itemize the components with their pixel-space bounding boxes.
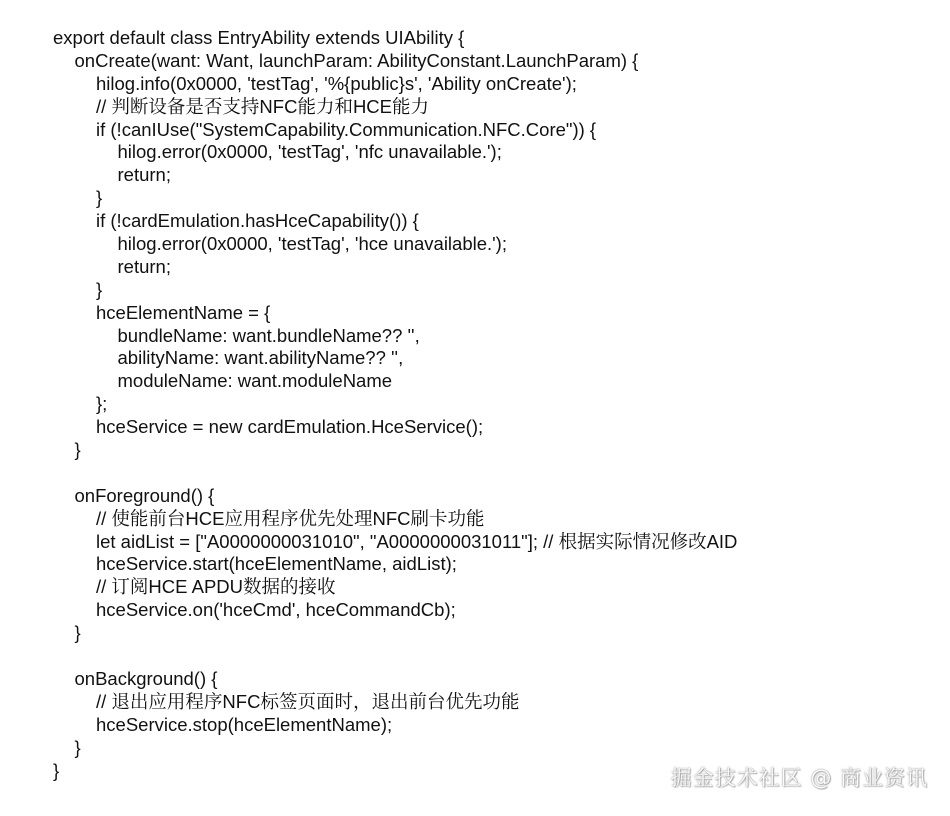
code-line bbox=[53, 462, 737, 485]
code-line: } bbox=[74, 439, 81, 461]
watermark-text: 掘金技术社区 @ 商业资讯 bbox=[670, 766, 928, 790]
code-line: abilityName: want.abilityName?? '', bbox=[117, 347, 404, 369]
code-line: } bbox=[74, 736, 81, 758]
code-line bbox=[53, 645, 737, 668]
code-line: hceElementName = { bbox=[96, 301, 271, 323]
code-line: hceService = new cardEmulation.HceService(); bbox=[96, 416, 484, 438]
code-line: return; bbox=[117, 164, 171, 186]
code-line: hceService.stop(hceElementName); bbox=[96, 713, 393, 735]
code-line: // 使能前台HCE应用程序优先处理NFC刷卡功能 bbox=[96, 507, 485, 529]
code-line: export default class EntryAbility extends UIAbility { bbox=[53, 27, 465, 48]
code-line: // 判断设备是否支持NFC能力和HCE能力 bbox=[96, 95, 430, 117]
code-line: let aidList = ["A0000000031010", "A0000000031011"]; // 根据实际情况修改AID bbox=[96, 530, 738, 552]
code-line: } bbox=[96, 187, 103, 209]
code-line: // 订阅HCE APDU数据的接收 bbox=[96, 576, 336, 598]
code-line: } bbox=[96, 278, 103, 300]
code-line: bundleName: want.bundleName?? '', bbox=[117, 324, 420, 346]
code-line: // 退出应用程序NFC标签页面时，退出前台优先功能 bbox=[96, 690, 520, 712]
code-line: if (!cardEmulation.hasHceCapability()) { bbox=[96, 210, 419, 232]
code-line: hceService.start(hceElementName, aidList); bbox=[96, 553, 457, 575]
code-line: hilog.info(0x0000, 'testTag', '%{public}s', 'Ability onCreate'); bbox=[96, 72, 577, 94]
code-line: }; bbox=[96, 393, 108, 415]
code-line: return; bbox=[117, 255, 171, 277]
code-line: if (!canIUse("SystemCapability.Communication.NFC.Core")) { bbox=[96, 118, 597, 140]
code-line: onForeground() { bbox=[74, 484, 215, 506]
code-line: } bbox=[74, 622, 81, 644]
code-line: } bbox=[53, 759, 60, 781]
code-line: hilog.error(0x0000, 'testTag', 'nfc unavailable.'); bbox=[117, 141, 502, 163]
code-line: onBackground() { bbox=[74, 667, 218, 689]
code-line: hilog.error(0x0000, 'testTag', 'hce unavailable.'); bbox=[117, 233, 507, 255]
code-line: moduleName: want.moduleName bbox=[117, 370, 393, 392]
code-block bbox=[53, 27, 737, 782]
code-line: onCreate(want: Want, launchParam: AbilityConstant.LaunchParam) { bbox=[74, 49, 639, 71]
code-line: hceService.on('hceCmd', hceCommandCb); bbox=[96, 599, 456, 621]
